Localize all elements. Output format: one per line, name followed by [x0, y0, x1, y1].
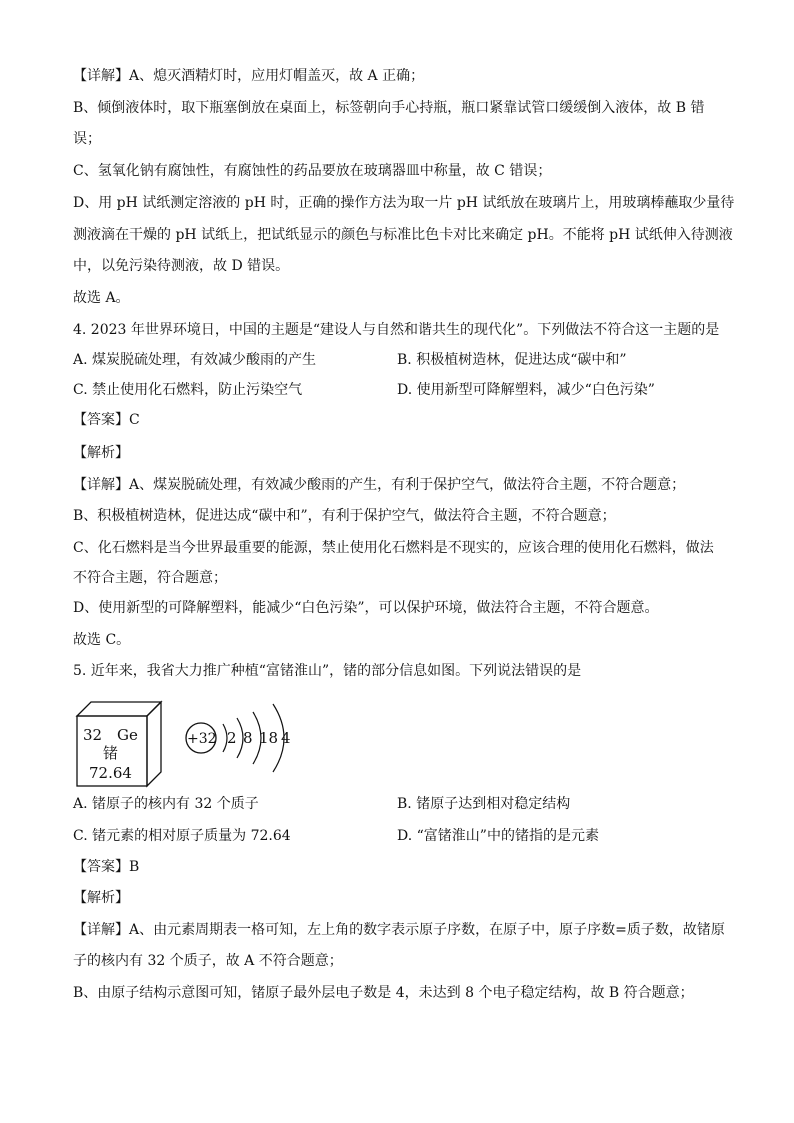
question-4-options-row-1 [73, 350, 733, 370]
text-line: 故选 A。 [73, 290, 130, 306]
text-line: B、积极植树造林，促进达成“碳中和”，有利于保护空气，做法符合主题，不符合题意； [73, 508, 616, 524]
atomic-mass: 72.64 [89, 764, 132, 782]
nucleus-charge: +32 [187, 731, 217, 747]
text-line: 【详解】A、煤炭脱硫处理，有效减少酸雨的产生，有利于保护空气，做法符合主题，不符合题意； [73, 477, 686, 493]
option-d: D. “富锗淮山”中的锗指的是元素 [397, 828, 599, 844]
option-c: C. 锗元素的相对原子质量为 72.64 [73, 828, 291, 844]
text-line: 不符合主题，符合题意； [73, 570, 227, 586]
option-b: B. 积极植树造林，促进达成“碳中和” [397, 352, 627, 368]
text-line: 【详解】A、熄灭酒精灯时，应用灯帽盖灭，故 A 正确； [73, 68, 425, 84]
text-line: 中，以免污染待测液，故 D 错误。 [73, 258, 290, 274]
text-line: C、氢氧化钠有腐蚀性，有腐蚀性的药品要放在玻璃器皿中称量，故 C 错误； [73, 163, 552, 179]
text-line: 误； [73, 131, 101, 147]
shell-electron-count: 18 [259, 729, 279, 747]
germanium-figure [73, 696, 313, 788]
element-name: 锗 [103, 744, 119, 762]
option-b: B. 锗原子达到相对稳定结构 [397, 796, 571, 812]
text-line: 【详解】A、由元素周期表一格可知，左上角的数字表示原子序数，在原子中，原子序数=质子数，故锗原 [73, 922, 725, 938]
question-5-options-row-1 [73, 794, 733, 814]
analysis-label: 【解析】 [73, 890, 129, 906]
option-a: A. 锗原子的核内有 32 个质子 [73, 796, 259, 812]
question-5-options-row-2 [73, 826, 733, 846]
option-d: D. 使用新型可降解塑料，减少“白色污染” [397, 382, 655, 398]
element-symbol: Ge [117, 726, 138, 744]
text-line: 子的核内有 32 个质子，故 A 不符合题意； [73, 953, 343, 969]
text-line: C、化石燃料是当今世界最重要的能源，禁止使用化石燃料是不现实的，应该合理的使用化石燃料，做法 [73, 540, 714, 556]
atomic-number: 32 [83, 726, 103, 744]
text-line: B、倾倒液体时，取下瓶塞倒放在桌面上，标签朝向手心持瓶，瓶口紧靠试管口缓缓倒入液体，故 B 错 [73, 100, 705, 116]
text-line: 故选 C。 [73, 632, 131, 648]
question-4-options-row-2 [73, 380, 733, 400]
element-cell [77, 702, 161, 786]
option-c: C. 禁止使用化石燃料，防止污染空气 [73, 382, 303, 398]
text-line: D、用 pH 试纸测定溶液的 pH 时，正确的操作方法为取一片 pH 试纸放在玻璃片上，用玻璃棒蘸取少量待 [73, 195, 735, 211]
shell-electron-count: 4 [281, 729, 291, 747]
shell-electron-count: 2 [227, 729, 237, 747]
shell-electron-count: 8 [243, 729, 253, 747]
text-line: B、由原子结构示意图可知，锗原子最外层电子数是 4，未达到 8 个电子稳定结构，故 B 符合题意； [73, 985, 694, 1001]
answer-label: 【答案】B [73, 859, 140, 875]
option-a: A. 煤炭脱硫处理，有效减少酸雨的产生 [73, 352, 317, 368]
question-4-stem: 4. 2023 年世界环境日，中国的主题是“建设人与自然和谐共生的现代化”。下列做法不符合这一主题的是 [73, 322, 720, 338]
question-5-stem: 5. 近年来，我省大力推广种植“富锗淮山”，锗的部分信息如图。下列说法错误的是 [73, 663, 582, 679]
answer-label: 【答案】C [73, 412, 140, 428]
atomic-structure-diagram [186, 704, 291, 772]
text-line: 测液滴在干燥的 pH 试纸上，把试纸显示的颜色与标准比色卡对比来确定 pH。不能将 pH 试纸伸入待测液 [73, 227, 733, 243]
text-line: D、使用新型的可降解塑料，能减少“白色污染”，可以保护环境，做法符合主题，不符合题意。 [73, 600, 659, 616]
analysis-label: 【解析】 [73, 445, 129, 461]
